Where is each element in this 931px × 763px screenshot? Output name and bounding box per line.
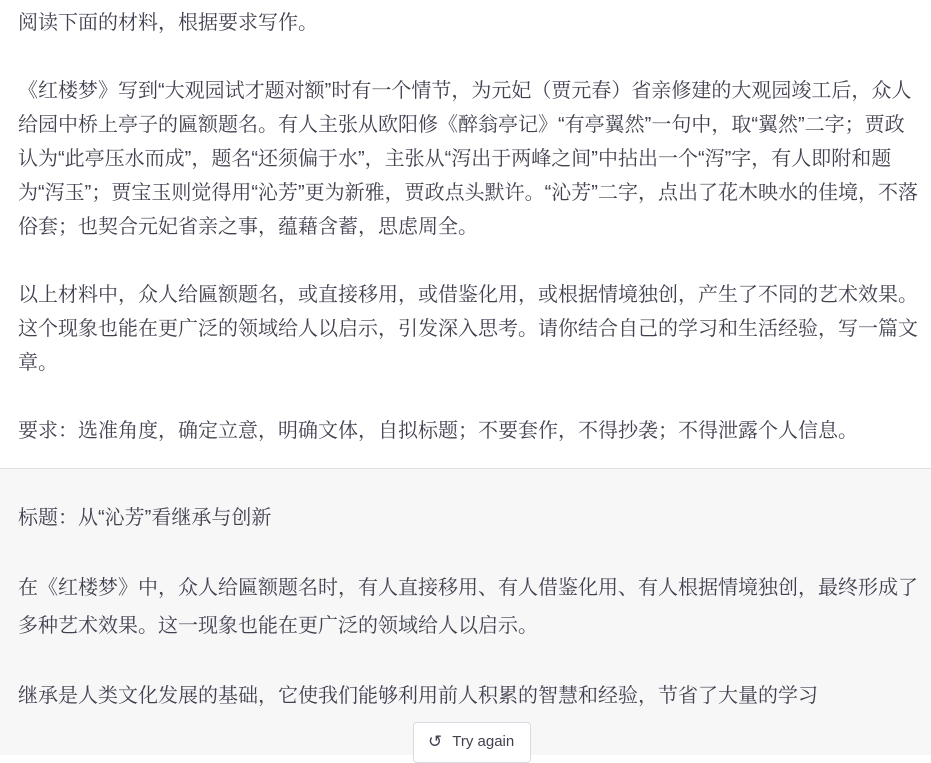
assistant-message xyxy=(0,468,931,755)
prompt-paragraph-3: 以上材料中，众人给匾额题名，或直接移用，或借鉴化用，或根据情境独创，产生了不同的艺术效果。这个现象也能在更广泛的领域给人以启示，引发深入思考。请你结合自己的学习和生活经验，写一篇文章。 xyxy=(18,284,918,374)
retry-icon: ↺ xyxy=(428,732,443,751)
try-again-button[interactable] xyxy=(413,722,531,763)
response-paragraph-2: 继承是人类文化发展的基础，它使我们能够利用前人积累的智慧和经验，节省了大量的学习 xyxy=(18,685,818,707)
response-title-line: 标题：从“沁芳”看继承与创新 xyxy=(18,507,272,529)
prompt-paragraph-1: 阅读下面的材料，根据要求写作。 xyxy=(18,12,318,34)
prompt-paragraph-2: 《红楼梦》写到“大观园试才题对额”时有一个情节，为元妃（贾元春）省亲修建的大观园竣工后，众人给园中桥上亭子的匾额题名。有人主张从欧阳修《醉翁亭记》“有亭翼然”一句中，取“翼然”二字；贾政认为“此亭压水而成”，题名“还须偏于水”，主张从“泻出于两峰之间”中拈出一个“泻”字，有人即附和题为“泻玉”；贾宝玉则觉得用“沁芳”更为新雅，贾政点头默许。“沁芳”二字，点出了花木映水的佳境，不落俗套；也契合元妃省亲之事，蕴藉含蓄，思虑周全。 xyxy=(18,80,918,238)
prompt-paragraph-4: 要求：选准角度，确定立意，明确文体，自拟标题；不要套作，不得抄袭；不得泄露个人信息。 xyxy=(18,420,858,442)
response-paragraph-1: 在《红楼梦》中，众人给匾额题名时，有人直接移用、有人借鉴化用、有人根据情境独创，最终形成了多种艺术效果。这一现象也能在更广泛的领域给人以启示。 xyxy=(18,577,918,637)
try-again-label: Try again xyxy=(452,733,515,750)
